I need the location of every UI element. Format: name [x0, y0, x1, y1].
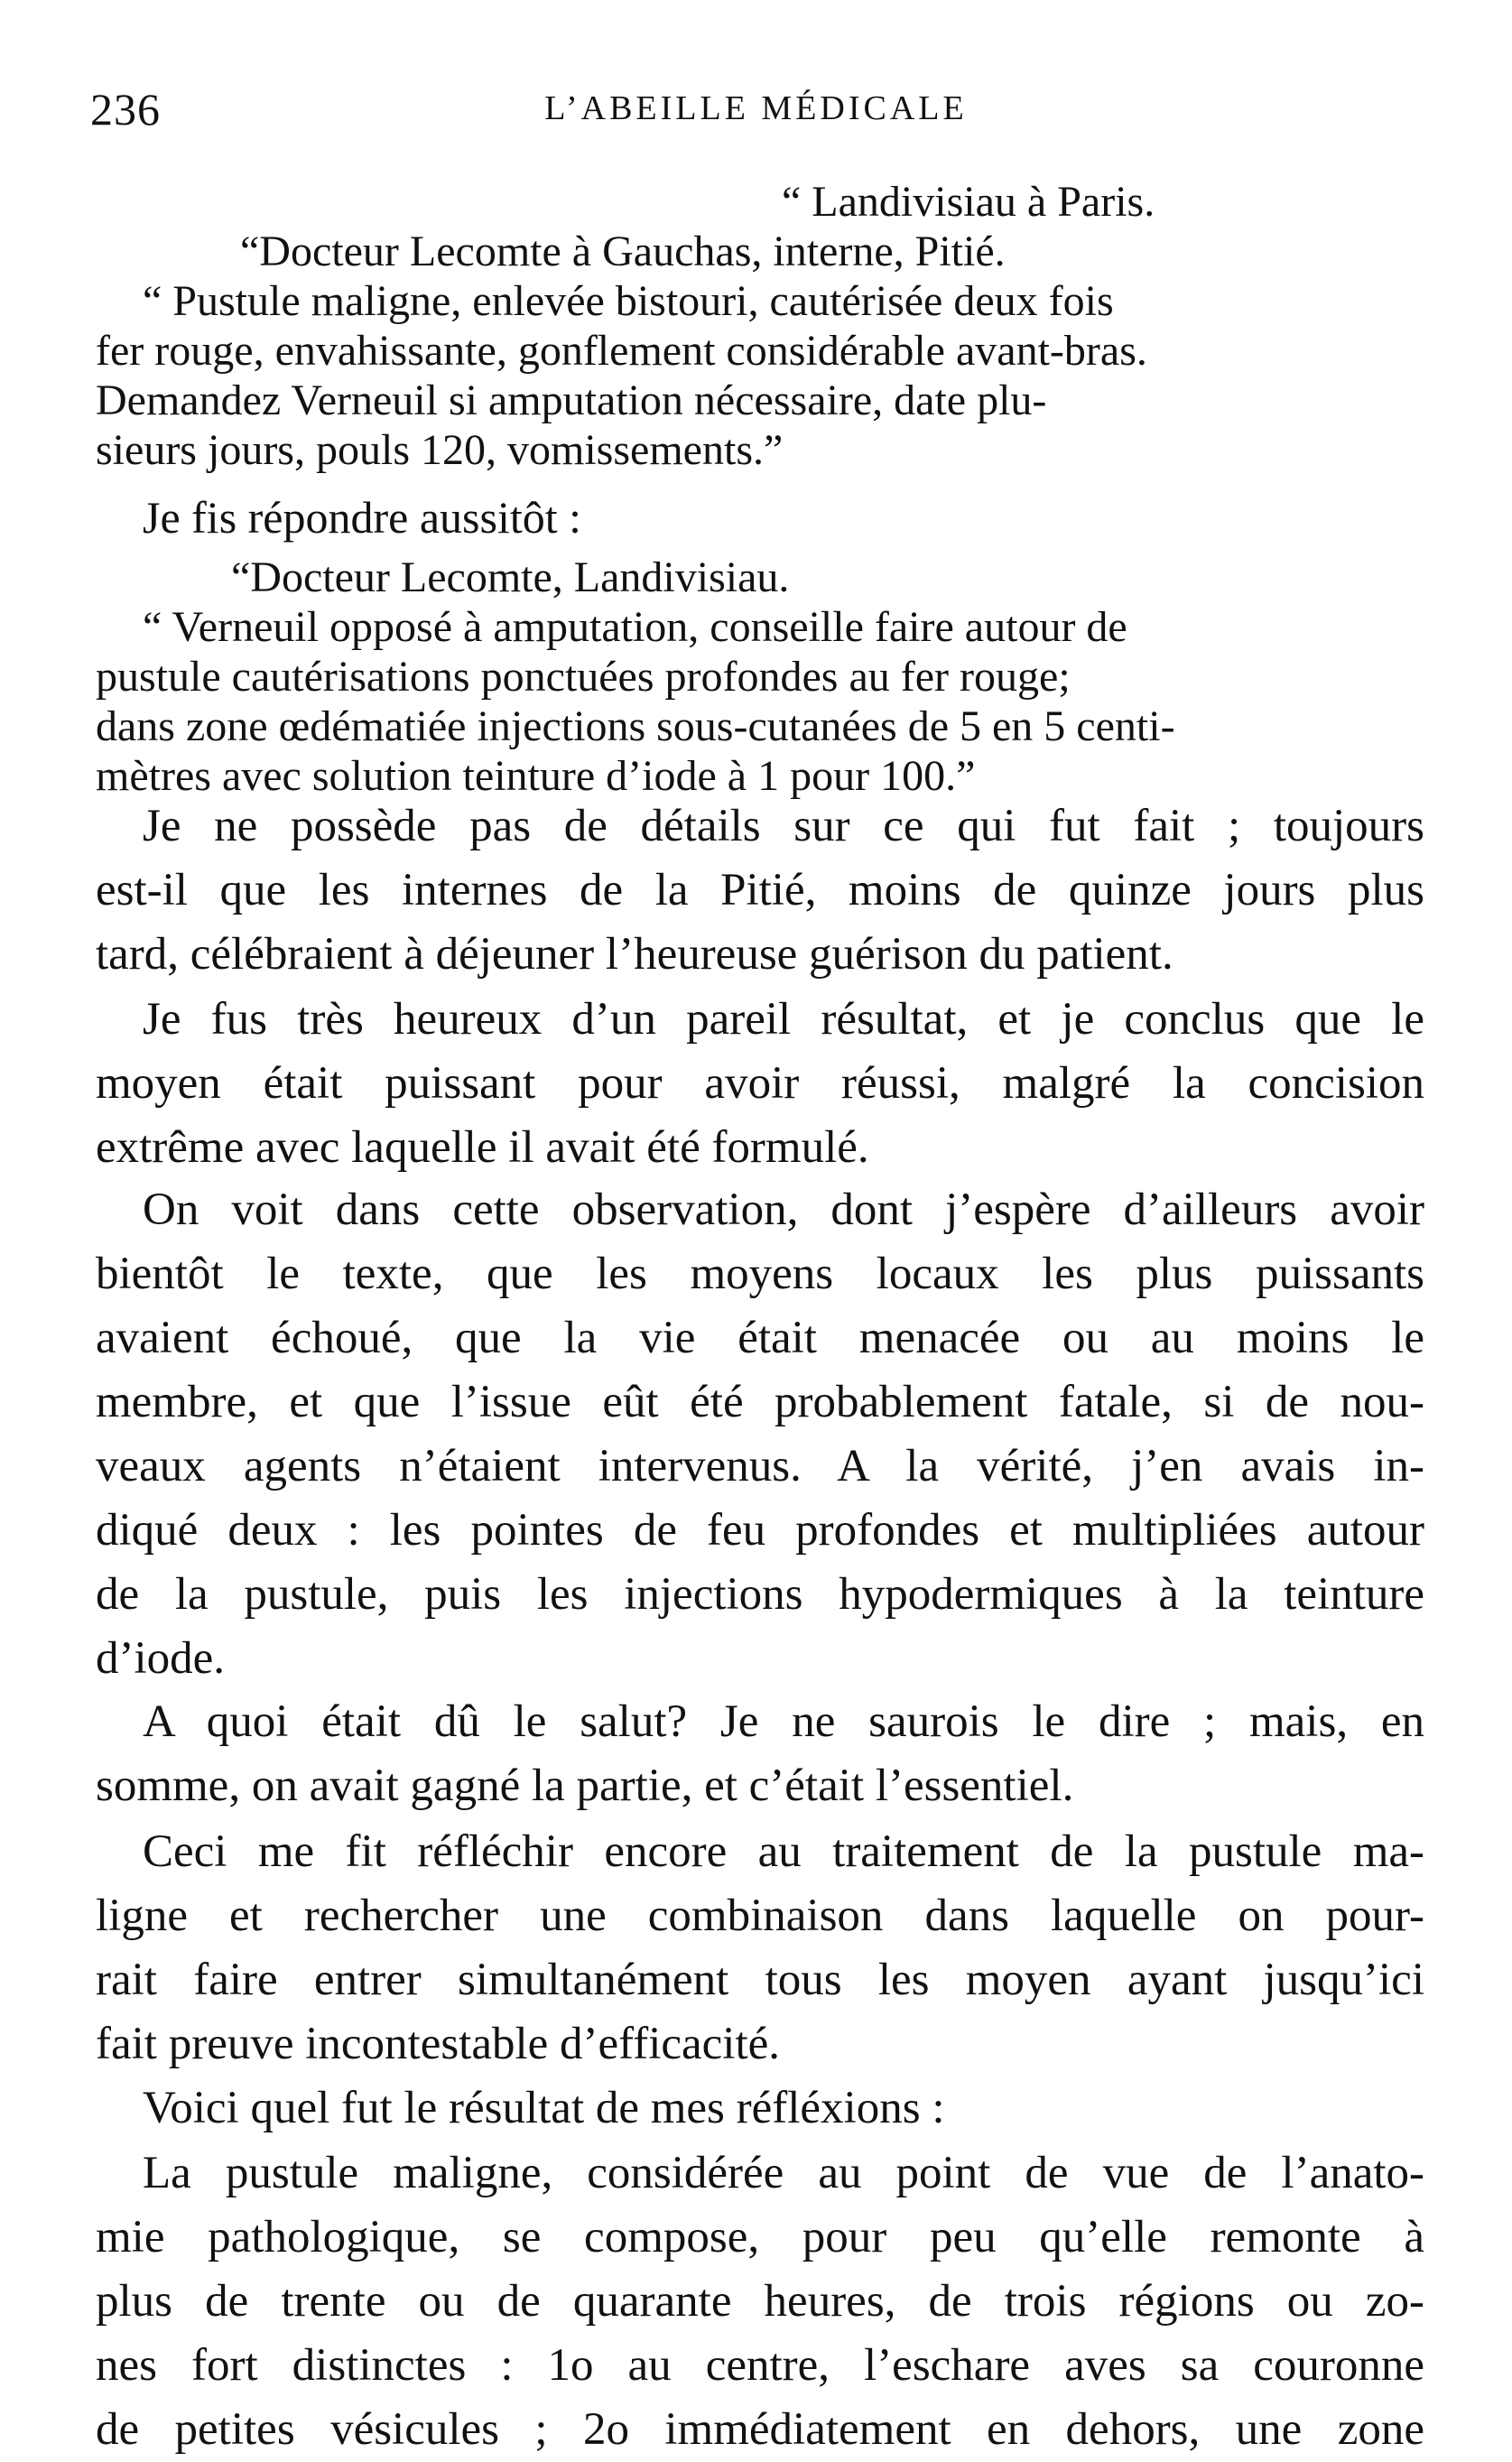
telegram-line: Demandez Verneuil si amputation nécessaire, date plu-	[96, 376, 1047, 424]
text-line: extrême avec laquelle il avait été formulé.	[96, 1122, 869, 1173]
telegram-line: fer rouge, envahissante, gonflement considérable avant-bras.	[96, 327, 1147, 375]
telegram-line: “ Landivisiau à Paris.	[782, 178, 1155, 226]
telegram-quote-2	[96, 553, 1424, 801]
text-line: fait preuve incontestable d’efficacité.	[96, 2019, 781, 2069]
telegram-line: “ Verneuil opposé à amputation, conseille faire autour de	[143, 603, 1127, 651]
reply-intro	[96, 486, 1424, 550]
paragraph	[96, 794, 1424, 987]
text-line: A quoi était dû le salut? Je ne saurois le dire ; mais, en	[143, 1696, 1424, 1747]
text-line: ligne et rechercher une combinaison dans laquelle on pour-	[96, 1891, 1424, 1941]
text-line: La pustule maligne, considérée au point de vue de l’anato-	[143, 2148, 1424, 2198]
text-line: nes fort distinctes : 1o au centre, l’eschare aves sa couronne	[96, 2340, 1424, 2391]
page-number: 236	[90, 84, 161, 135]
telegram-line: dans zone œdématiée injections sous-cutanées de 5 en 5 centi-	[96, 702, 1175, 750]
text-line: plus de trente ou de quarante heures, de trois régions ou zo-	[96, 2276, 1424, 2327]
text-line: membre, et que l’issue eût été probablement fatale, si de nou-	[96, 1377, 1424, 1427]
telegram-line: pustule cautérisations ponctuées profondes au fer rouge;	[96, 653, 1071, 701]
text-line: d’iode.	[96, 1633, 226, 1684]
text-line: Je fis répondre aussitôt :	[143, 492, 582, 543]
text-line: Voici quel fut le résultat de mes réfléxions :	[143, 2083, 945, 2133]
text-line: mie pathologique, se compose, pour peu qu’elle remonte à	[96, 2212, 1424, 2262]
text-line: veaux agents n’étaient intervenus. A la vérité, j’en avais in-	[96, 1441, 1424, 1491]
text-line: Ceci me fit réfléchir encore au traitement de la pustule ma-	[143, 1826, 1424, 1877]
journal-title: L’ABEILLE MÉDICALE	[544, 89, 968, 127]
text-line: diqué deux : les pointes de feu profondes et multipliées autour	[96, 1505, 1424, 1556]
paragraph	[96, 2141, 1424, 2462]
text-line: rait faire entrer simultanément tous les moyen ayant jusqu’ici	[96, 1955, 1424, 2005]
paragraph	[96, 2076, 1424, 2141]
paragraph	[96, 1820, 1424, 2076]
text-line: somme, on avait gagné la partie, et c’était l’essentiel.	[96, 1761, 1074, 1811]
text-line: de petites vésicules ; 2o immédiatement en dehors, une zone	[96, 2404, 1424, 2455]
telegram-line: mètres avec solution teinture d’iode à 1 pour 100.”	[96, 752, 976, 800]
text-line: moyen était puissant pour avoir réussi, malgré la concision	[96, 1058, 1424, 1109]
text-line: bientôt le texte, que les moyens locaux les plus puissants	[96, 1249, 1424, 1299]
telegram-quote-1	[96, 177, 1424, 475]
paragraph	[96, 988, 1424, 1180]
text-line: est-il que les internes de la Pitié, moins de quinze jours plus	[96, 865, 1424, 915]
text-line: avaient échoué, que la vie était menacée ou au moins le	[96, 1313, 1424, 1363]
telegram-line: “Docteur Lecomte, Landivisiau.	[231, 553, 790, 601]
text-line: Je fus très heureux d’un pareil résultat, et je conclus que le	[143, 994, 1424, 1045]
paragraph	[96, 1690, 1424, 1818]
text-line: tard, célébraient à déjeuner l’heureuse guérison du patient.	[96, 929, 1173, 980]
paragraph	[96, 1178, 1424, 1691]
text-line: de la pustule, puis les injections hypodermiques à la teinture	[96, 1569, 1424, 1620]
telegram-line: sieurs jours, pouls 120, vomissements.”	[96, 426, 784, 474]
telegram-line: “Docteur Lecomte à Gauchas, interne, Pitié.	[240, 228, 1006, 275]
text-line: On voit dans cette observation, dont j’espère d’ailleurs avoir	[143, 1185, 1424, 1235]
text-line: Je ne possède pas de détails sur ce qui fut fait ; toujours	[143, 801, 1424, 851]
telegram-line: “ Pustule maligne, enlevée bistouri, cautérisée deux fois	[143, 277, 1114, 325]
running-head	[90, 83, 1422, 137]
